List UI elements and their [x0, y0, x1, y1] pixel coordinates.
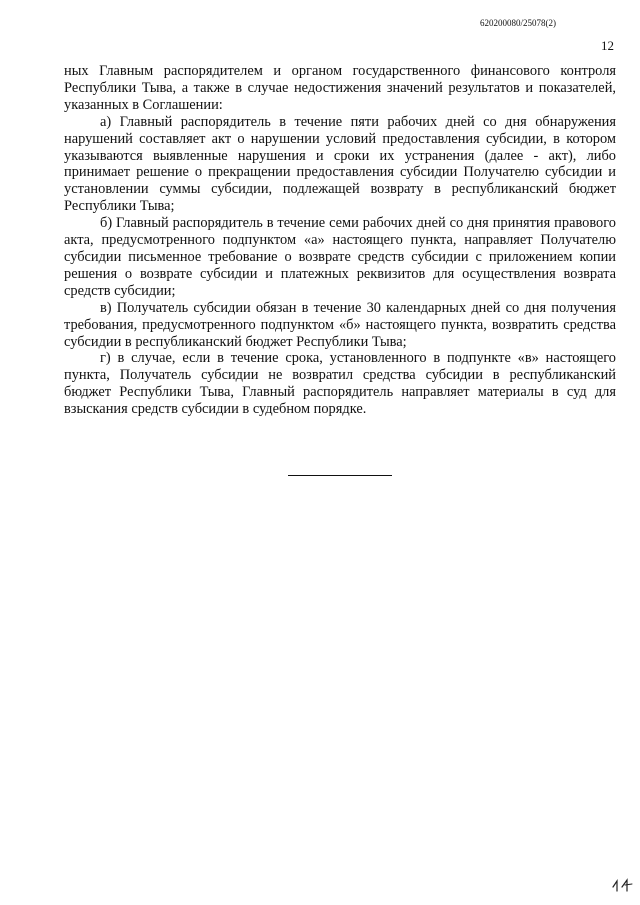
paragraph-a: а) Главный распорядитель в течение пяти рабочих дней со дня обнаружения нарушений составляет акт о нарушении условий предоставления субсидии, в котором указываются выявленные нарушения и сроки их устранения (далее - акт), либо принимает решение о прекращении предоставления субсидии Получателю субсидии и установлении суммы субсидии, подлежащей возврату в республиканский бюджет Республики Тыва;: [64, 113, 616, 215]
document-body: [64, 63, 616, 418]
paragraph-g: г) в случае, если в течение срока, установленного в подпункте «в» настоящего пункта, Получатель субсидии не возвратил средства субсидии в республиканский бюджет Республики Тыва, Главный распорядитель направляет материалы в суд для взыскания средств субсидии в судебном порядке.: [64, 350, 616, 418]
end-of-text-divider: [288, 475, 392, 476]
handwritten-page-mark: [611, 876, 635, 892]
document-code: 620200080/25078(2): [480, 18, 556, 28]
paragraph-v: в) Получатель субсидии обязан в течение 30 календарных дней со дня получения требования, предусмотренного подпунктом «б» настоящего пункта, возвратить средства субсидии в республиканский бюджет Республики Тыва;: [64, 299, 616, 350]
paragraph-b: б) Главный распорядитель в течение семи рабочих дней со дня принятия правового акта, предусмотренного подпунктом «а» настоящего пункта, направляет Получателю субсидии письменное требование о возврате средств субсидии с приложением копии решения о возврате субсидии и платежных реквизитов для осуществления возврата средств субсидии;: [64, 215, 616, 299]
paragraph-continuation: ных Главным распорядителем и органом государственного финансового контроля Республики Тыва, а также в случае недостижения значений результатов и показателей, указанных в Соглашении:: [64, 63, 616, 113]
page-number: 12: [601, 38, 614, 53]
